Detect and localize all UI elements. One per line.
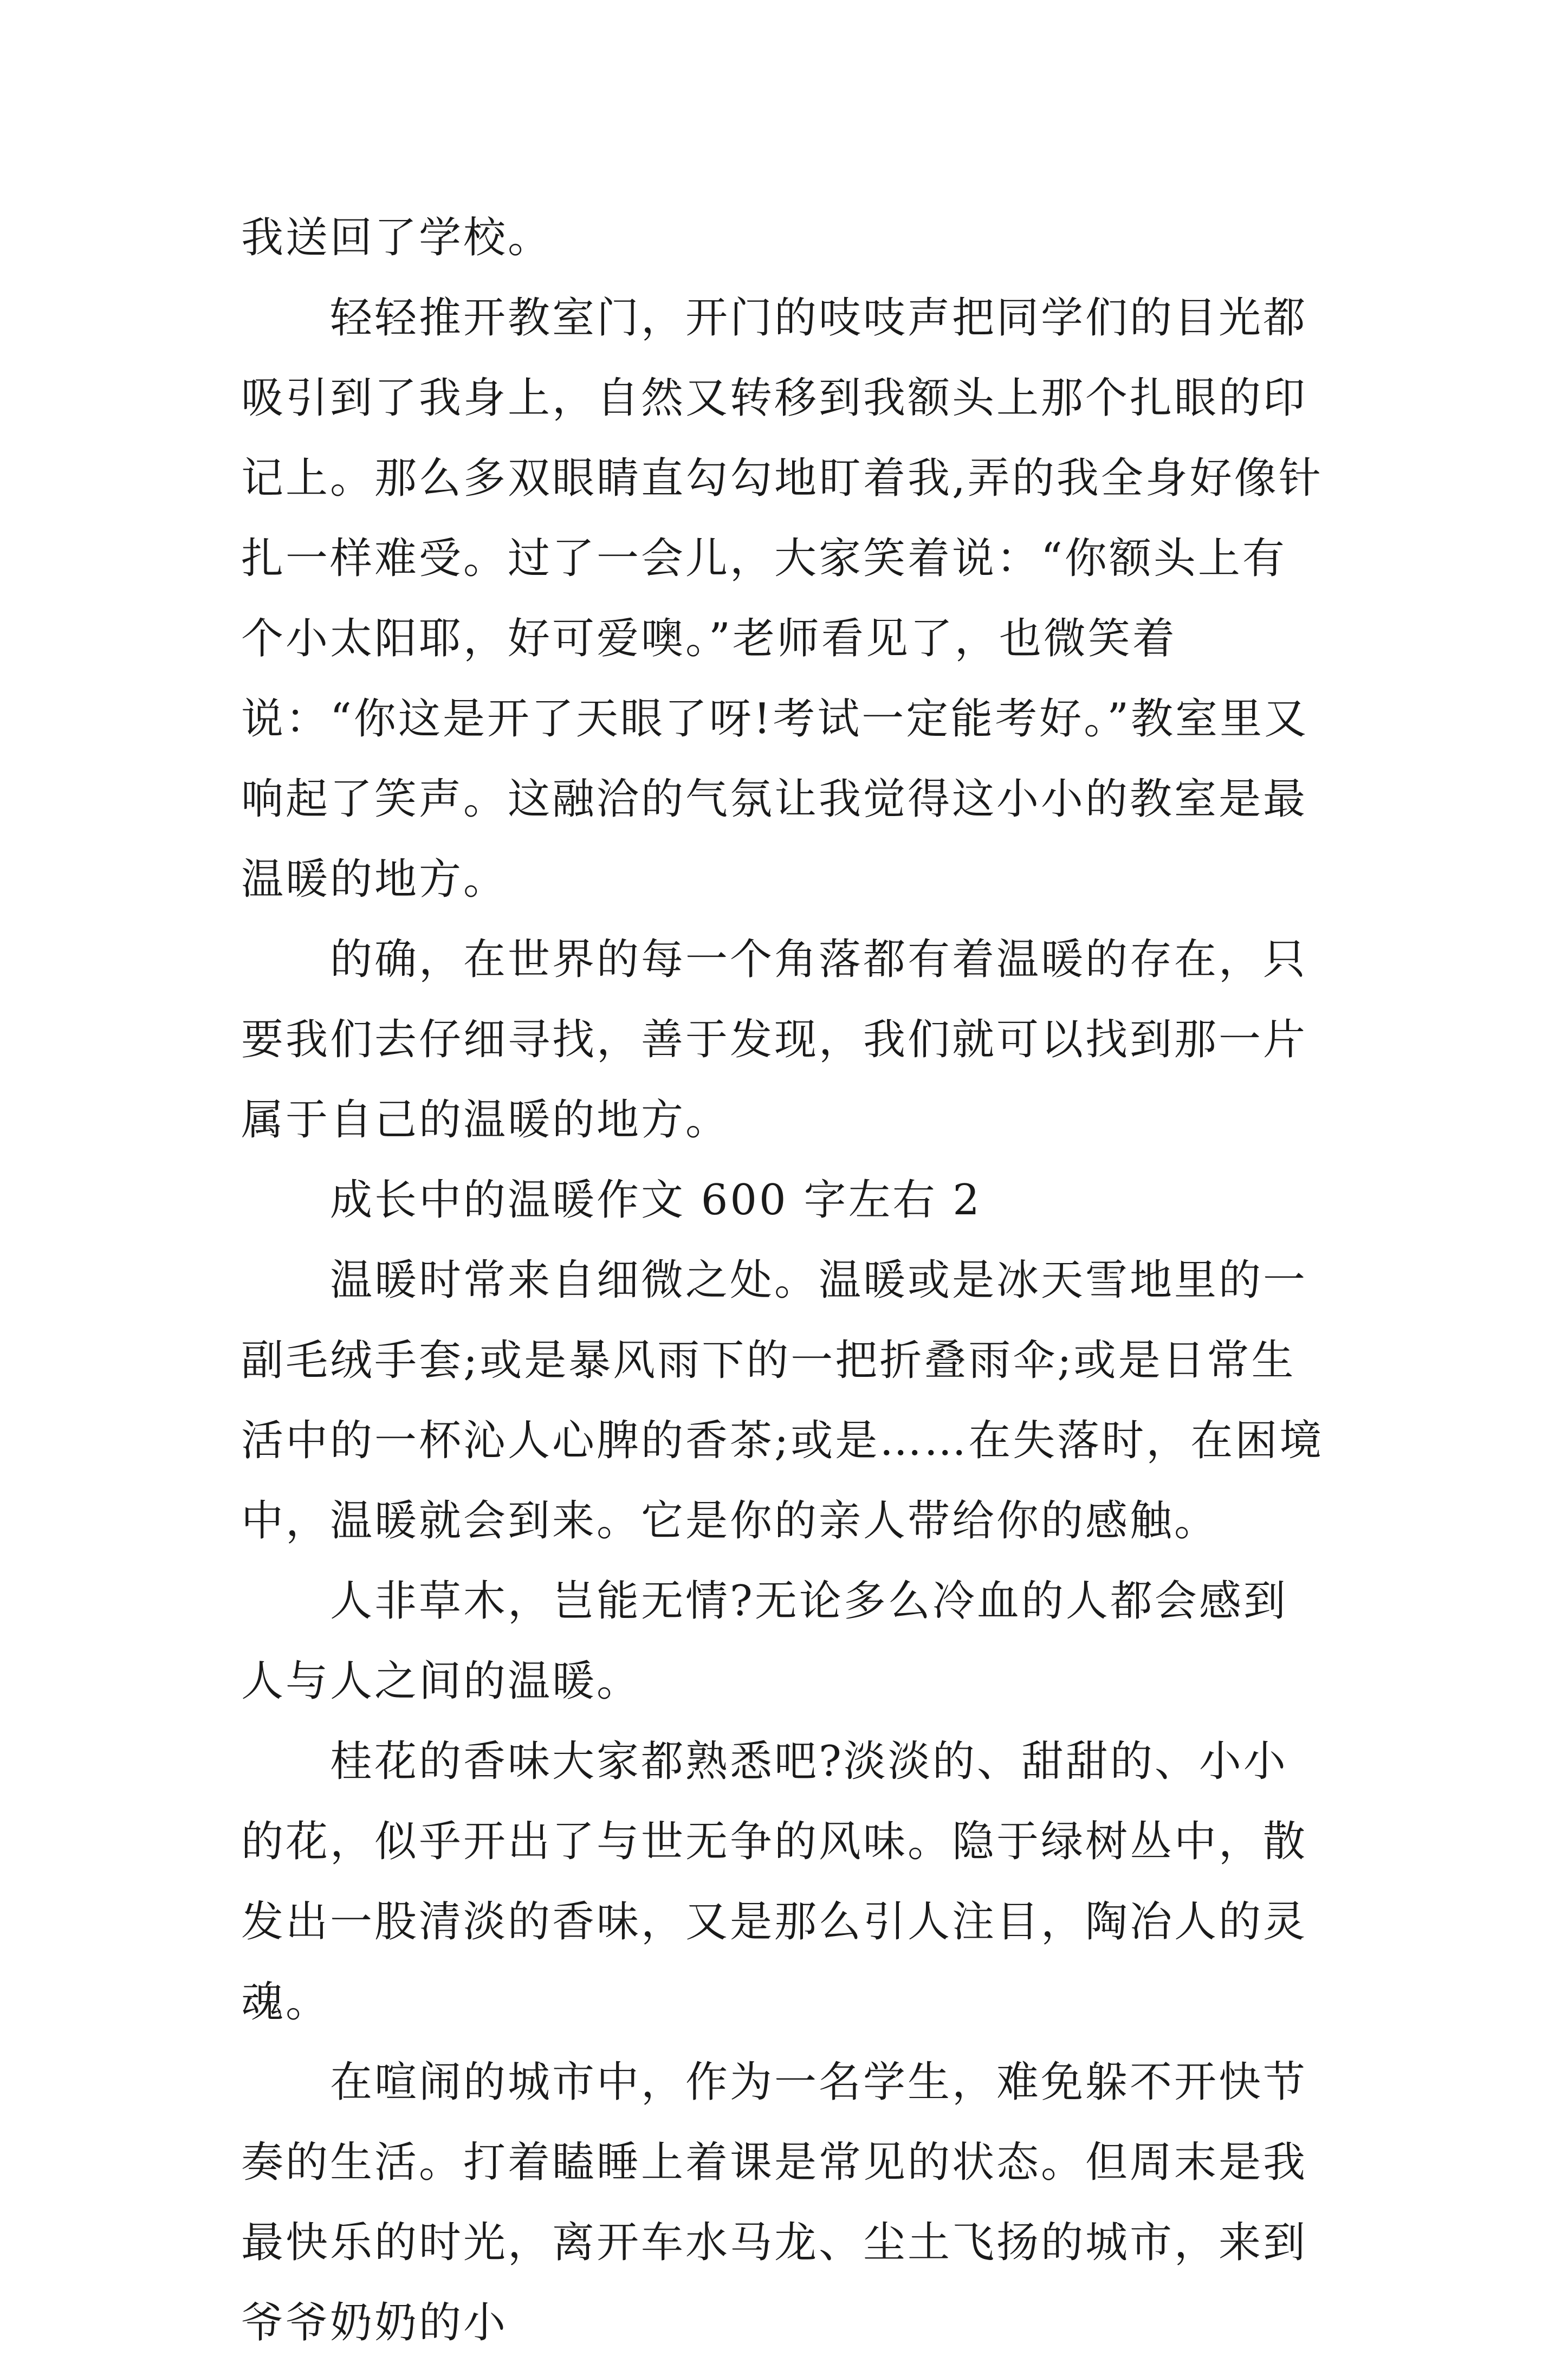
article-body — [241, 198, 1330, 2363]
paragraph: 在喧闹的城市中，作为一名学生，难免躲不开快节奏的生活。打着瞌睡上着课是常见的状态。但周末是我最快乐的时光，离开车水马龙、尘土飞扬的城市，来到爷爷奶奶的小 — [241, 2058, 1308, 2347]
paragraph-continuation: 我送回了学校。 — [241, 213, 553, 262]
section-heading: 成长中的温暖作文 600 字左右 2 — [330, 1176, 982, 1225]
paragraph: 人非草木，岂能无情?无论多么冷血的人都会感到人与人之间的温暖。 — [241, 1577, 1288, 1706]
paragraph: 桂花的香味大家都熟悉吧?淡淡的、甜甜的、小小的花，似乎开出了与世无争的风味。隐于绿树丛中，散发出一股清淡的香味，又是那么引人注目，陶冶人的灵魂。 — [241, 1737, 1308, 2027]
paragraph: 轻轻推开教室门，开门的吱吱声把同学们的目光都吸引到了我身上，自然又转移到我额头上那个扎眼的印记上。那么多双眼睛直勾勾地盯着我,弄的我全身好像针扎一样难受。过了一会儿，大家笑着说：“你额头上有个小太阳耶，好可爱噢。”老师看见了，也微笑着说：“你这是开了天眼了呀!考试一定能考好。”教室里又响起了笑声。这融洽的气氛让我觉得这小小的教室是最温暖的地方。 — [241, 294, 1323, 904]
paragraph: 的确，在世界的每一个角落都有着温暖的存在，只要我们去仔细寻找，善于发现，我们就可以找到那一片属于自己的温暖的地方。 — [241, 935, 1308, 1144]
paragraph: 温暖时常来自细微之处。温暖或是冰天雪地里的一副毛绒手套;或是暴风雨下的一把折叠雨伞;或是日常生活中的一杯沁人心脾的香茶;或是……在失落时，在困境中，温暖就会到来。它是你的亲人带给你的感触。 — [241, 1256, 1324, 1545]
